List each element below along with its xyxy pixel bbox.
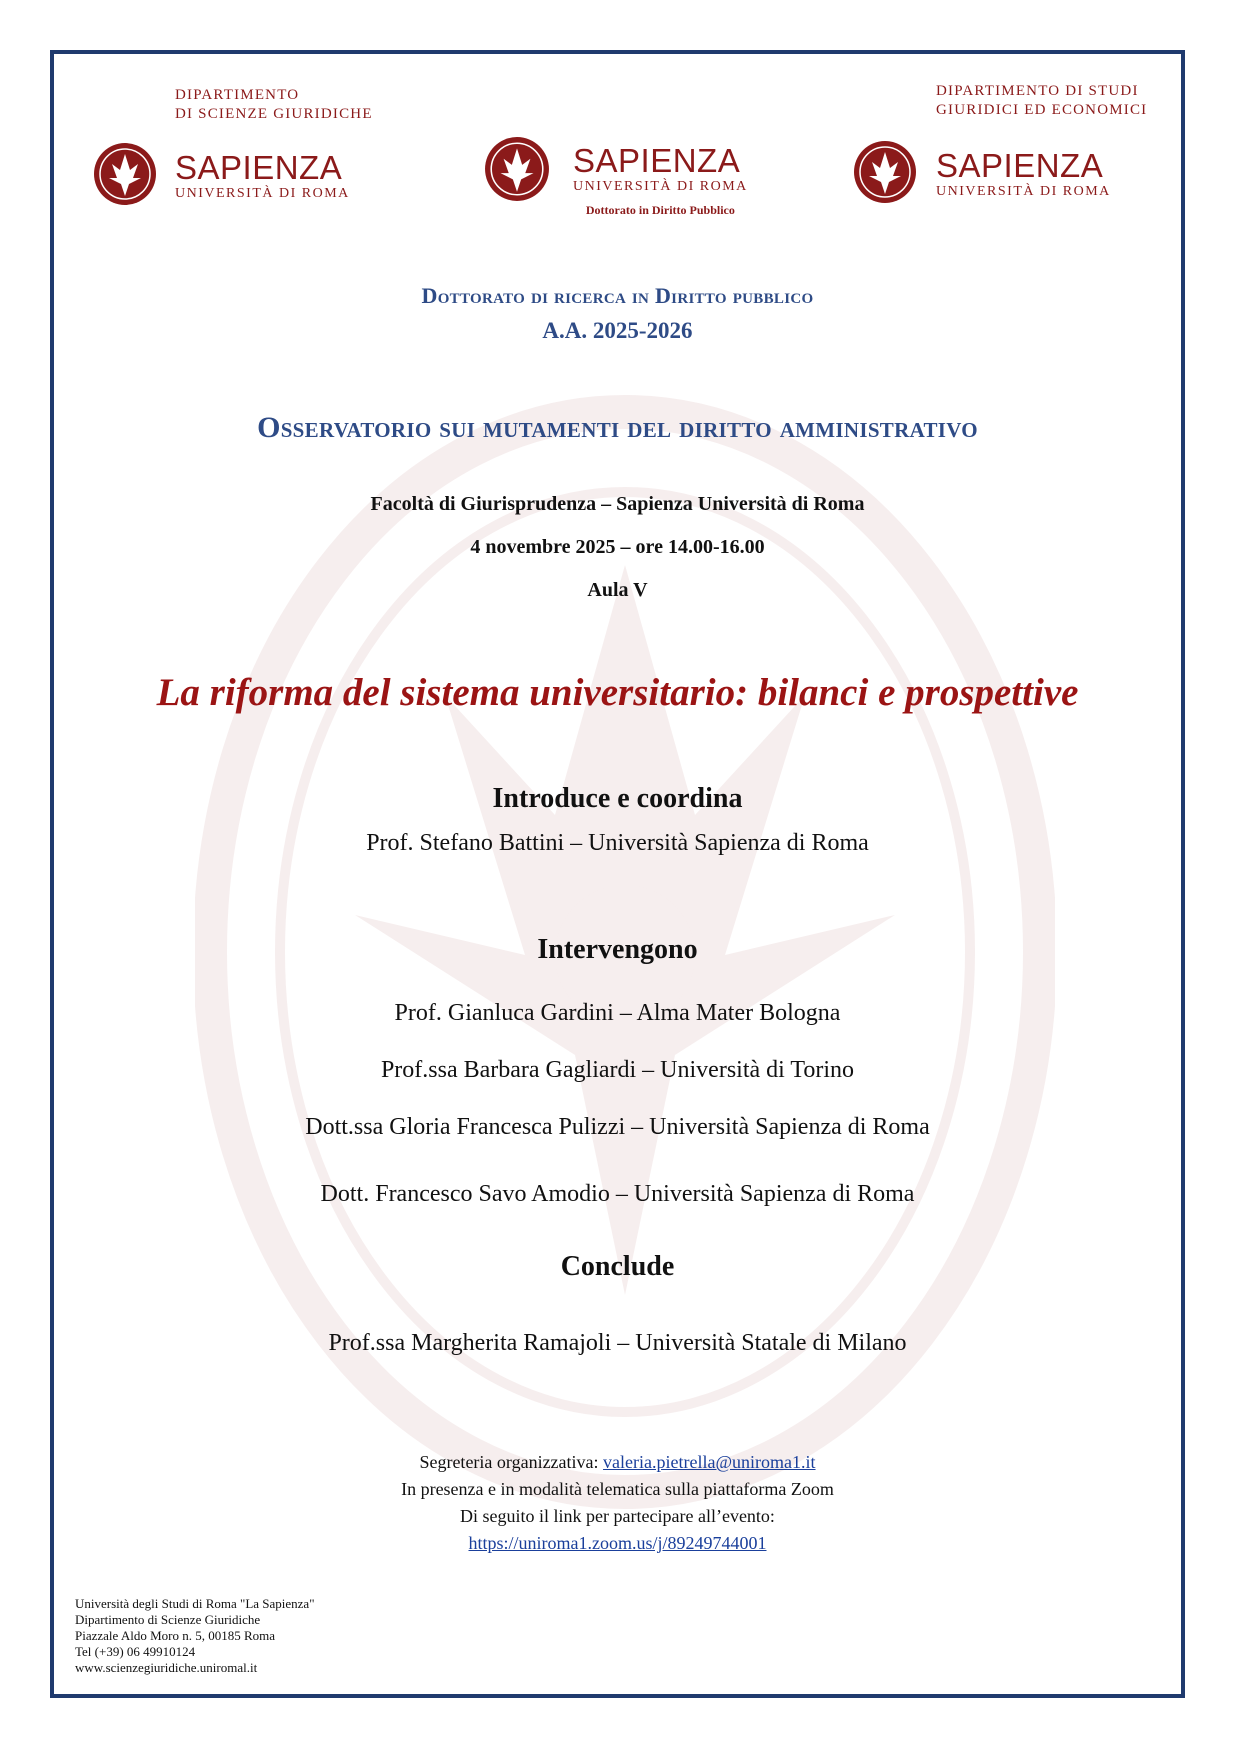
event-room: Aula V (587, 579, 648, 601)
event-place: Facoltà di Giurisprudenza – Sapienza Università di Roma (370, 493, 865, 515)
contact-label: Segreteria organizzativa: (419, 1452, 604, 1472)
address-line: Tel (+39) 06 49910124 (75, 1644, 196, 1659)
dottorato-tagline: Dottorato in Diritto Pubblico (585, 203, 735, 217)
left-department-caption: DIPARTIMENTO DI SCIENZE GIURIDICHE (175, 87, 373, 122)
speaker-item: Prof. Gianluca Gardini – Alma Mater Bologna (394, 1000, 841, 1026)
zoom-link[interactable]: https://uniroma1.zoom.us/j/89249744001 (468, 1533, 767, 1553)
sapienza-seal-icon (93, 142, 157, 206)
address-line: Piazzale Aldo Moro n. 5, 00185 Roma (75, 1628, 276, 1643)
program-title: Dottorato di ricerca in Diritto pubblico (421, 283, 814, 308)
address-block (75, 1596, 315, 1676)
contact-line (55, 1452, 1180, 1473)
speakers-heading: Intervengono (537, 934, 698, 965)
conclude-person: Prof.ssa Margherita Ramajoli – Università Statale di Milano (328, 1330, 907, 1356)
right-department-caption: DIPARTIMENTO DI STUDI GIURIDICI ED ECONOMICI (936, 83, 1148, 118)
address-line: Dipartimento di Scienze Giuridiche (75, 1612, 261, 1627)
contact-email-link[interactable]: valeria.pietrella@uniroma1.it (603, 1452, 816, 1472)
brand-right: SAPIENZA UNIVERSITÀ DI ROMA (936, 147, 1111, 199)
address-line: www.scienzegiuridiche.uniromal.it (75, 1660, 258, 1675)
event-topic: La riforma del sistema universitario: bilanci e prospettive (156, 671, 1079, 714)
speaker-item: Prof.ssa Barbara Gagliardi – Università di Torino (380, 1057, 855, 1083)
zoom-link-line (55, 1533, 1180, 1554)
sapienza-seal-right-icon (853, 140, 917, 204)
event-date: 4 novembre 2025 – ore 14.00-16.00 (470, 536, 765, 558)
link-intro: Di seguito il link per partecipare all’evento: (460, 1506, 775, 1526)
sapienza-seal-center-icon (484, 136, 550, 202)
brand-left: SAPIENZA UNIVERSITÀ DI ROMA (175, 149, 350, 201)
intro-heading: Introduce e coordina (492, 783, 743, 814)
speaker-item: Dott. Francesco Savo Amodio – Università Sapienza di Roma (320, 1181, 915, 1207)
speaker-item: Dott.ssa Gloria Francesca Pulizzi – Università Sapienza di Roma (305, 1114, 930, 1140)
brand-center: SAPIENZA UNIVERSITÀ DI ROMA Dottorato in Diritto Pubblico (573, 142, 748, 217)
intro-person: Prof. Stefano Battini – Università Sapienza di Roma (366, 830, 869, 856)
address-line: Università degli Studi di Roma "La Sapienza" (75, 1596, 315, 1611)
conclude-heading: Conclude (560, 1251, 675, 1282)
observatory-title: Osservatorio sui mutamenti del diritto amministrativo (257, 411, 978, 444)
attendance-mode: In presenza e in modalità telematica sulla piattaforma Zoom (401, 1479, 834, 1499)
academic-year: A.A. 2025-2026 (542, 318, 693, 343)
